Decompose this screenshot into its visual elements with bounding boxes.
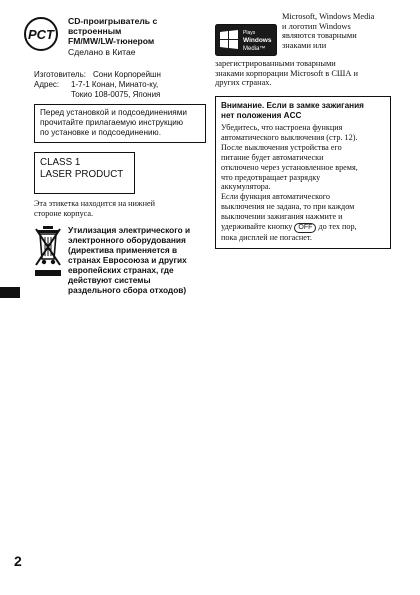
weee-line: Утилизация электрического и <box>68 225 191 235</box>
weee-line: электронного оборудования <box>68 235 186 245</box>
product-line: CD-проигрыватель с <box>68 16 158 26</box>
trademark-line: Microsoft, Windows Media <box>282 12 375 21</box>
acc-body-line: аккумулятора. <box>221 182 271 192</box>
product-line: FM/MW/LW-тюнером <box>68 36 155 47</box>
notice-line: по установке и подсоединению. <box>40 128 161 137</box>
acc-body-line: автоматического выключения (стр. 12). <box>221 132 358 142</box>
weee-line: европейских странах, где <box>68 265 174 275</box>
crossed-out-wheelie-bin-icon <box>34 225 62 277</box>
acc-body-line: отключено через установленное время, <box>221 162 358 172</box>
weee-line: странах Евросоюза и других <box>68 255 187 265</box>
laser-label-line: CLASS 1 <box>40 157 81 168</box>
location-line: Эта этикетка находится на нижней <box>34 199 155 208</box>
address-line: Токио 108-0075, Япония <box>71 90 161 100</box>
acc-body-line: что предотвращает разрядку <box>221 172 321 182</box>
address-line: 1-7-1 Конан, Минато-ку, <box>71 80 159 90</box>
acc-body-line: Если функция автоматического <box>221 192 330 202</box>
made-in-label: Сделано в Китае <box>68 46 136 57</box>
weee-line: раздельного сбора отходов) <box>68 285 187 295</box>
weee-line: действуют системы <box>68 275 151 285</box>
trademark-line: других странах. <box>215 78 272 88</box>
weee-line: (директива применяется в <box>68 245 178 255</box>
acc-title-line: Внимание. Если в замке зажигания <box>221 101 364 110</box>
trademark-notice-continued <box>215 59 385 88</box>
svg-text:Windows: Windows <box>243 37 272 44</box>
product-line: встроенным <box>68 26 122 37</box>
product-description <box>68 16 198 57</box>
manufacturer-name: Сони Корпорейшн <box>93 70 161 79</box>
acc-body-line: После выключения устройства его <box>221 142 342 152</box>
acc-warning-body <box>221 123 385 243</box>
trademark-line: знаками или <box>282 40 327 50</box>
acc-body-line: выключении зажигания нажмите и <box>221 212 343 222</box>
acc-body-text: удерживайте кнопку <box>221 222 293 232</box>
acc-body-line: пока дисплей не погаснет. <box>221 233 312 243</box>
laser-product-label <box>34 152 135 194</box>
laser-label-line: LASER PRODUCT <box>40 168 124 180</box>
svg-text:Plays: Plays <box>243 30 256 36</box>
page-number: 2 <box>14 553 22 569</box>
acc-warning-box <box>215 96 391 249</box>
notice-line: Перед установкой и подсоединениями <box>40 108 187 117</box>
trademark-line: знаками корпорации Microsoft в США и <box>215 68 359 78</box>
acc-warning-title <box>221 101 385 121</box>
acc-body-line <box>221 222 385 233</box>
trademark-line: являются товарными <box>282 31 357 41</box>
svg-text:Media™: Media™ <box>243 46 266 52</box>
windows-media-logo-icon <box>215 24 277 56</box>
acc-body-text: до тех пор, <box>318 222 357 232</box>
address-label: Адрес: <box>34 80 60 90</box>
section-tab-marker <box>0 287 20 298</box>
trademark-line: зарегистрированными товарными <box>215 59 336 68</box>
pct-certification-icon <box>23 16 59 52</box>
acc-title-line: нет положения ACC <box>221 111 302 120</box>
notice-line: прочитайте прилагаемую инструкцию <box>40 118 183 127</box>
trademark-notice <box>282 12 392 50</box>
manufacturer-label: Изготовитель: <box>34 70 86 79</box>
acc-body-line: выключения не задана, то при каждом <box>221 202 355 212</box>
weee-disposal-text <box>68 225 218 295</box>
acc-body-line: Убедитесь, что настроена функция <box>221 123 343 132</box>
laser-label-location <box>34 199 194 219</box>
acc-body-line: питание будет автоматически <box>221 152 324 162</box>
svg-text:PCT: PCT <box>28 27 54 42</box>
off-button-symbol: OFF <box>294 223 316 233</box>
installation-notice <box>34 104 206 143</box>
location-line: стороне корпуса. <box>34 209 94 218</box>
trademark-line: и логотип Windows <box>282 21 351 31</box>
manufacturer-info <box>34 70 209 101</box>
